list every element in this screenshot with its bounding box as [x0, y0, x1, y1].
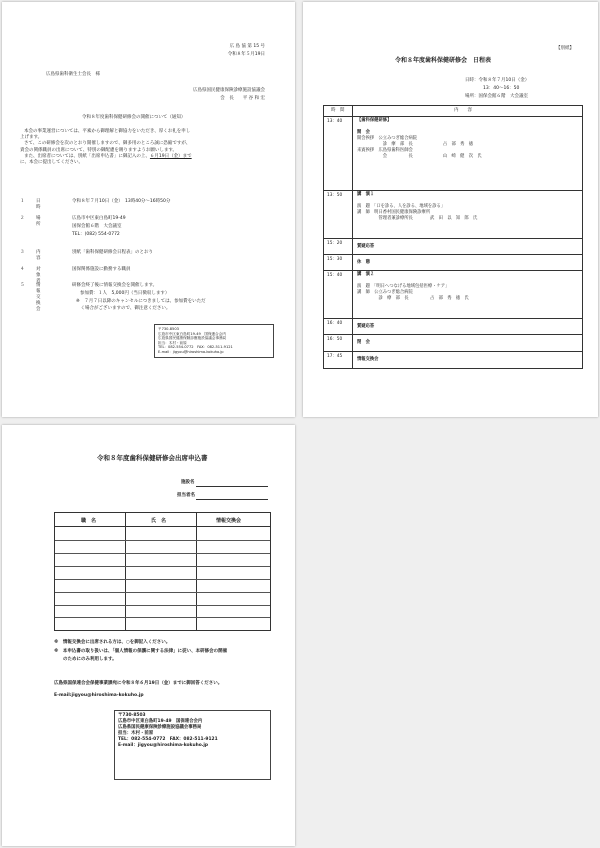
- body-line: 貴会の関係職員の出席について、特別の御配慮を賜りますようお願いします。: [20, 147, 177, 153]
- form-title: 令和８年度歯科保健研修会出席申込書: [97, 454, 208, 462]
- col-time: 時 間: [331, 108, 345, 113]
- submit-instruction: 広島県国保連合会保健事業課宛に令和８年６月19日（金）までに御回答ください。: [54, 681, 223, 686]
- person-field[interactable]: [196, 499, 268, 500]
- facility-field[interactable]: [196, 486, 268, 487]
- subject: 令和８年度歯科保健研修会の開催について（通知）: [82, 115, 186, 120]
- schedule-row: 13：50 講 演１ 演 題 「口を診る、人を診る、地域を診る」 講 師 明日香村国民健康保険診療所 管理者兼診療所長 武 田 以 知 郎 氏: [324, 190, 582, 239]
- col-exchange: 情報交換会: [216, 518, 242, 524]
- deadline: ６月19日（金）まで: [149, 153, 192, 159]
- table-row[interactable]: [55, 566, 270, 567]
- table-row[interactable]: [55, 579, 270, 580]
- note-privacy: ※ 本申込書の取り扱いは、「個人情報の保護に関する法律」に従い、本研修会の開催: [54, 649, 228, 654]
- body-line: また、出席者については、別紙「出席申込書」に御記入の上、: [24, 153, 150, 159]
- col-name: 氏 名: [151, 518, 167, 524]
- col-content: 内 容: [454, 108, 472, 113]
- application-form-page: [2, 425, 295, 846]
- facility-label: 施設名: [181, 480, 195, 485]
- schedule-title: 令和８年度歯科保健研修会 日程表: [395, 57, 492, 64]
- addressee: 広島県歯科衛生士会長 様: [46, 72, 100, 77]
- doc-date: 令和８年５月19日: [227, 52, 265, 57]
- note-exchange: ※ 情報交換会に出席される方は、○を御記入ください。: [54, 640, 171, 645]
- body-line: に、本会に提出してください。: [20, 160, 83, 166]
- schedule-row: 15：20 質疑応答: [324, 238, 582, 255]
- table-row[interactable]: [55, 540, 270, 541]
- schedule-page: [303, 2, 598, 417]
- col-position: 職 名: [81, 518, 97, 524]
- schedule-time: 13：40～16：50: [483, 86, 520, 91]
- note-privacy-2: のためにのみ利用します。: [54, 657, 117, 662]
- schedule-row: 17：45 情報交換会: [324, 351, 582, 369]
- schedule-date: 日時：令和８年７月10日（金）: [465, 78, 530, 83]
- notice-page: 広 島 協 第 15 号 令和８年５月19日 広島県歯科衛生士会長 様 広島県国民健康保険診療施設協議会 会 長 平 谷 和 宏 令和８年度歯科保健研修会の開催について（通知） 本会の事業運営については、平素から御理解と御協力をいただき、厚くお礼を申し 上げます。 さて、この研修会を次のとおり開催しますので、御多用のところ誠に恐縮ですが、 貴会の関係職員の出席について、特別の御配慮を賜りますようお願いします。 また、出席者については、別紙「出席申込書」に御記入の上、６月19日（金）まで に、本会に提出してください。 １ 日 時 令和８年７月10日（金） 13時40分～16時50分 ２ 場 所 広島市中区東白島町19-49 国保会館６階 大会議室 TEL：(082) 554-0772 ３ 内 容 別紙「歯科保健研修会日程表」のとおり ４ 対象者 国保関係施設に勤務する職員 ５ 情報交換会 研修会終了後に情報交換会を開催します。 参加費：１人 5,000円（当日徴収します） ※ ７月７日以降のキャンセルにつきましては、参加費をいただ く場合がございますので、御注意ください。 〒730-8503 広島市中区東白島町19-49 国保連合会内 広島県国民健康保険診療施設協議会事務局 担当：木村・前原 TEL：082-554-0772 FAX：082-511-9121 E-mail：jigyou@hiroshima-kokuho.jp: [2, 2, 295, 417]
- contact-box: 〒730-8503 広島市中区東白島町19-49 国保連合会内 広島県国民健康保険診療施設協議会事務局 担当：木村・前原 TEL：082-554-0772 FAX：082-511-9121 E-mail：jigyou@hiroshima-kokuho.jp: [154, 324, 274, 358]
- attendee-table: [54, 512, 271, 631]
- body-text: [20, 129, 280, 166]
- table-row[interactable]: [55, 605, 270, 606]
- schedule-table: [323, 105, 583, 369]
- sender-name: 会 長 平 谷 和 宏: [220, 96, 265, 101]
- body-line: さて、この研修会を次のとおり開催しますので、御多用のところ誠に恐縮ですが、: [24, 141, 191, 147]
- table-row[interactable]: [55, 553, 270, 554]
- doc-number: 広 島 協 第 15 号: [229, 44, 265, 49]
- schedule-row: 16：50 閉 会: [324, 334, 582, 352]
- body-line: 上げます。: [20, 135, 43, 141]
- schedule-row: 15：30 休 憩: [324, 254, 582, 271]
- person-label: 担当者名: [177, 493, 195, 498]
- sender-org: 広島県国民健康保険診療施設協議会: [193, 88, 265, 93]
- contact-box: 〒730-8503 広島市中区東白島町19-49 国保連合会内 広島県国民健康保険診療施設協議会事務局 担当：木村・前原 TEL：082-554-0772 FAX：082-511-9121 E-mail：jigyou@hiroshima-kokuho.jp: [114, 710, 271, 780]
- attachment-label: 【別紙】: [556, 46, 574, 51]
- body-line: 本会の事業運営については、平素から御理解と御協力をいただき、厚くお礼を申し: [24, 129, 191, 134]
- table-row[interactable]: [55, 617, 270, 618]
- schedule-row: 15：40 講 演２ 演 題 「明日へつなげる地域包括医療・ケア」 講 師 公立みつぎ総合病院 診 療 部 長 占 部 秀 徳 氏: [324, 270, 582, 319]
- schedule-row: 13：40 【歯科保健研修】 開 会 開会挨拶 公立みつぎ総合病院 診 療 部 長 占 部 秀 徳 来賓挨拶 広島県歯科医師会 会 長 山 崎 健 次 氏: [324, 116, 582, 191]
- schedule-row: 16：40 質疑応答: [324, 318, 582, 335]
- table-row[interactable]: [55, 592, 270, 593]
- email-line[interactable]: E-mail:jigyou@hiroshima-kokuho.jp: [54, 693, 144, 698]
- schedule-place: 場所：国保会館６階 大会議室: [465, 94, 528, 99]
